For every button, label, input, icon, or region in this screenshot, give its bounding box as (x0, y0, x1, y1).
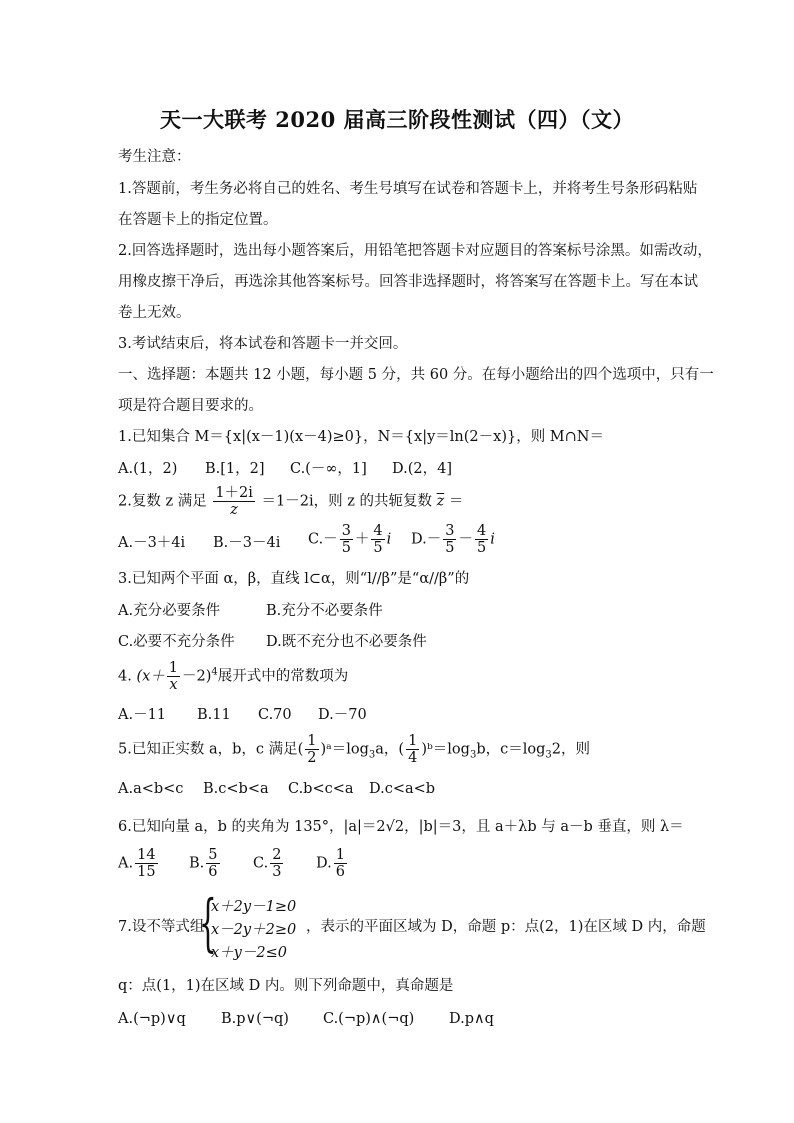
question-2-option-d-operator: － (458, 531, 473, 548)
question-3-option-c: C.必要不充分条件 (118, 634, 235, 650)
fraction-denominator: x (169, 677, 178, 693)
question-4-option-c: C.70 (258, 707, 292, 723)
question-2-prefix: 2.复数 z 满足 (118, 493, 207, 510)
question-4-stem (118, 660, 348, 693)
option-label: C. (253, 855, 269, 872)
question-7-line-2: q：点(1，1)在区域 D 内。则下列命题中，真命题是 (118, 978, 454, 994)
question-2-option-c-imaginary-unit: i (386, 531, 392, 548)
question-7-option-c: C.(¬p)∧(¬q) (323, 1011, 415, 1027)
question-2-fraction (213, 485, 255, 518)
question-7-prefix: 7.设不等式组 (118, 919, 205, 935)
option-label: A. (118, 855, 134, 872)
fraction-numerator: 2 (272, 847, 282, 863)
question-7-inequality-2: x－2y＋2≥0 (211, 922, 297, 938)
question-2-option-c-fraction-2 (371, 523, 384, 556)
question-6-option-b (189, 847, 222, 880)
question-7-option-a: A.(¬p)∨q (118, 1011, 186, 1027)
question-2-option-c-operator: ＋ (354, 531, 370, 548)
question-5-text: a，( (375, 741, 405, 758)
question-2-fraction-denominator: z (230, 502, 238, 518)
question-1-option-a: A.(1，2) (118, 461, 178, 477)
question-4-expression-right: －2) (182, 668, 212, 685)
question-6-option-c-fraction (270, 847, 283, 880)
question-5-option-a: A.a<b<c (118, 781, 184, 797)
notice-item-2-line-2: 用橡皮擦干净后，再选涂其他答案标号。回答非选择题时，将答案写在答题卡上。写在本试 (118, 274, 698, 290)
fraction-denominator: 5 (445, 540, 455, 556)
notice-item-2-line-3: 卷上无效。 (118, 305, 191, 321)
question-3-option-a: A.充分必要条件 (118, 603, 221, 619)
fraction-numerator: 3 (445, 523, 455, 539)
question-2-option-c-fraction-1 (340, 523, 353, 556)
section-heading-line-2: 项是符合题目要求的。 (118, 398, 263, 414)
fraction-numerator: 3 (341, 523, 351, 539)
question-6-stem: 6.已知向量 a，b 的夹角为 135°，|a|＝2√2，|b|＝3，且 a＋λb 与 a－b 垂直，则 λ＝ (118, 819, 684, 835)
question-1-option-b: B.[1，2] (205, 461, 265, 477)
question-7-option-d: D.p∧q (449, 1011, 494, 1027)
fraction-denominator: 15 (137, 864, 156, 880)
question-5-option-c: C.b<c<a (288, 781, 354, 797)
question-6-option-d-fraction (334, 847, 347, 880)
fraction-numerator: 1 (408, 733, 418, 749)
question-6-option-a (118, 847, 160, 880)
system-brace: { (199, 886, 217, 959)
question-6-option-a-fraction (135, 847, 157, 880)
question-2-option-b: B.－3－4i (213, 535, 281, 551)
question-3-option-b: B.充分不必要条件 (266, 603, 383, 619)
question-6-option-b-fraction (206, 847, 219, 880)
question-5-option-d: D.c<a<b (369, 781, 436, 797)
notice-item-1-line-1: 1.答题前，考生务必将自己的姓名、考生号填写在试卷和答题卡上，并将考生号条形码粘贴 (118, 181, 698, 197)
question-4-option-d: D.－70 (318, 707, 367, 723)
section-heading-line-1: 一、选择题：本题共 12 小题，每小题 5 分，共 60 分。在每小题给出的四个选项中，只有一 (118, 367, 714, 383)
question-4-suffix: 展开式中的常数项为 (217, 668, 349, 685)
fraction-denominator: 3 (272, 864, 282, 880)
question-2-option-c-prefix: C.－ (308, 531, 338, 548)
question-5-suffix: 2，则 (551, 741, 590, 758)
question-4-number: 4. (118, 668, 132, 685)
fraction-numerator: 1 (335, 847, 345, 863)
question-4-fraction (167, 660, 180, 693)
question-5-prefix: 5.已知正实数 a，b，c 满足( (118, 741, 304, 758)
option-label: D. (316, 855, 332, 872)
question-1-option-d: D.(2，4] (392, 461, 452, 477)
question-7-inequality-1: x＋2y－1≥0 (211, 899, 297, 915)
question-4-expression-left: (x＋ (136, 668, 165, 685)
question-3-option-d: D.既不充分也不必要条件 (266, 634, 427, 650)
fraction-numerator: 4 (476, 523, 487, 539)
question-6-option-d (316, 847, 349, 880)
notice-item-1-line-2: 在答题卡上的指定位置。 (118, 212, 278, 228)
fraction-denominator: 5 (476, 540, 487, 556)
question-2-option-d-prefix: D.－ (411, 531, 442, 548)
question-2-option-c (308, 523, 391, 556)
question-5-fraction-1 (305, 733, 318, 766)
question-2-option-d-fraction-1 (443, 523, 456, 556)
question-2-stem (118, 485, 463, 518)
fraction-denominator: 6 (335, 864, 345, 880)
question-7-suffix: ，表示的平面区域为 D，命题 p：点(2，1)在区域 D 内，命题 (306, 919, 706, 935)
question-2-option-d-fraction-2 (475, 523, 488, 556)
notice-item-3: 3.考试结束后，将本试卷和答题卡一并交回。 (118, 336, 408, 352)
question-6-option-c (253, 847, 285, 880)
question-2-equals: ＝ (448, 493, 464, 510)
question-2-fraction-numerator: 1＋2i (215, 485, 253, 501)
log-base: 3 (368, 749, 376, 761)
fraction-denominator: 5 (373, 540, 383, 556)
question-5-text: b，c＝log (476, 741, 546, 758)
question-5-stem (118, 733, 590, 766)
question-1-stem: 1.已知集合 M＝{x|(x－1)(x－4)≥0}，N＝{x|y＝ln(2－x)}，则 M∩N＝ (118, 429, 604, 445)
question-5-text: )ᵃ＝log (320, 741, 369, 758)
notice-heading: 考生注意： (118, 149, 191, 165)
fraction-numerator: 4 (373, 523, 383, 539)
fraction-numerator: 14 (137, 847, 156, 863)
question-2-conjugate-z: $\overline{z}$ (436, 493, 445, 510)
question-1-option-c: C.(－∞，1] (290, 461, 367, 477)
question-2-option-d-imaginary-unit: i (490, 531, 495, 548)
log-base: 3 (545, 749, 552, 761)
fraction-denominator: 6 (208, 864, 218, 880)
question-2-option-d (411, 523, 495, 556)
fraction-numerator: 1 (307, 733, 317, 749)
question-4-option-a: A.－11 (118, 707, 167, 723)
fraction-denominator: 2 (307, 750, 317, 766)
question-5-option-b: B.c<b<a (203, 781, 269, 797)
fraction-denominator: 5 (341, 540, 351, 556)
option-label: B. (189, 855, 205, 872)
question-4-option-b: B.11 (197, 707, 231, 723)
question-4-exponent: 4 (211, 666, 218, 678)
fraction-numerator: 1 (168, 660, 179, 676)
notice-item-2-line-1: 2.回答选择题时，选出每小题答案后，用铅笔把答题卡对应题目的答案标号涂黑。如需改动， (118, 243, 712, 259)
log-base: 3 (469, 749, 477, 761)
question-5-text: )ᵇ＝log (421, 741, 470, 758)
question-2-option-a: A.－3＋4i (118, 535, 186, 551)
question-2-suffix: ＝1－2i，则 z 的共轭复数 (261, 493, 432, 510)
exam-title: 天一大联考 2020 届高三阶段性测试（四）（文） (159, 107, 635, 132)
question-7-option-b: B.p∨(¬q) (221, 1011, 289, 1027)
question-7-inequality-3: x＋y－2≤0 (211, 945, 287, 961)
question-3-stem: 3.已知两个平面 α，β，直线 l⊂α，则“l//β”是“α//β”的 (118, 571, 470, 587)
fraction-denominator: 4 (408, 750, 418, 766)
question-5-fraction-2 (406, 733, 419, 766)
fraction-numerator: 5 (208, 847, 218, 863)
